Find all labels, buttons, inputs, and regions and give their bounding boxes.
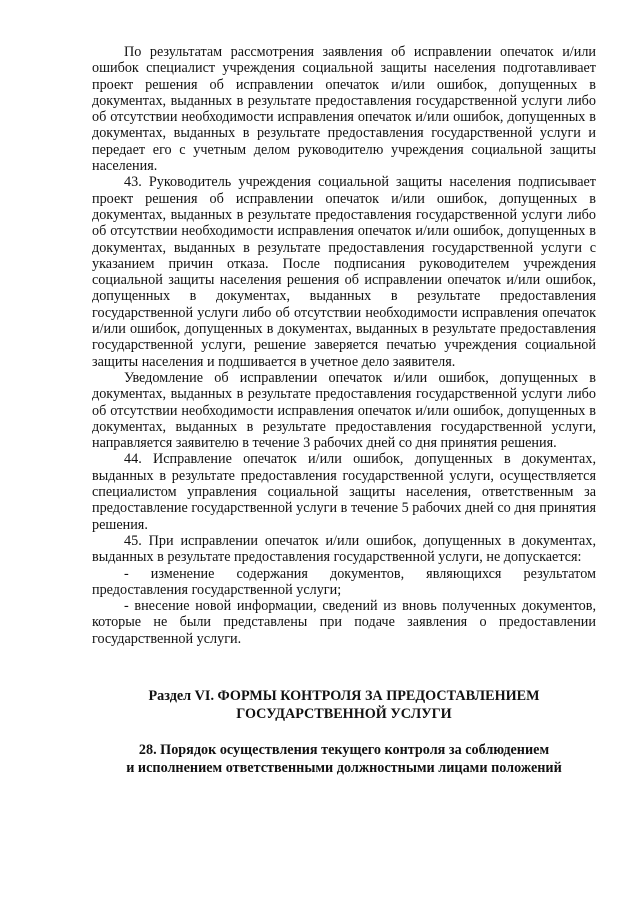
- paragraph-45: 45. При исправлении опечаток и/или ошибок, допущенных в документах, выданных в результате предоставления государственной услуги, не допускается:: [92, 532, 596, 566]
- document-page: [92, 44, 596, 777]
- section-heading-line: ГОСУДАРСТВЕННОЙ УСЛУГИ: [236, 705, 452, 722]
- subsection-heading: [92, 741, 596, 777]
- paragraph-notification: Уведомление об исправлении опечаток и/или ошибок, допущенных в документах, выданных в результате предоставления государственной услуги либо об отсутствии необходимости исправления опечаток и/или ошибок, допущенных в документах, выданных в результате предоставления государственной услуги, направляется заявителю в течение 3 рабочих дней со дня принятия решения.: [92, 369, 596, 452]
- section-heading-line: Раздел VI. ФОРМЫ КОНТРОЛЯ ЗА ПРЕДОСТАВЛЕНИЕМ: [148, 687, 540, 704]
- paragraph-review-result: По результатам рассмотрения заявления об исправлении опечаток и/или ошибок специалист учреждения социальной защиты населения подготавливает проект решения об исправлении опечаток и/или ошибок, допущенных в документах, выданных в результате предоставления государственной услуги либо об отсутствии необходимости исправления опечаток и/или ошибок, допущенных в документах, выданных в результате предоставления государственной услуги и передает его с учетным делом руководителю учреждения социальной защиты населения.: [92, 44, 596, 175]
- subsection-heading-line: и исполнением ответственными должностными лицами положений: [126, 759, 562, 776]
- list-item: - изменение содержания документов, являющихся результатом предоставления государственной услуги;: [92, 565, 596, 598]
- paragraph-43: 43. Руководитель учреждения социальной защиты населения подписывает проект решения об исправлении опечаток и/или ошибок, допущенных в документах, выданных в результате предоставления государственной услуги либо об отсутствии необходимости исправления опечаток и/или ошибок, допущенных в документах, выданных в результате предоставления государственной услуги с указанием причин отказа. После подписания руководителем учреждения социальной защиты населения решения об исправлении опечаток и/или ошибок, допущенных в документах, выданных в результате предоставления государственной услуги либо об отсутствии необходимости исправления опечаток и/или ошибок, допущенных в документах, выданных в результате предоставления государственной услуги, решение заверяется печатью учреждения социальной защиты населения и подшивается в учетное дело заявителя.: [92, 174, 596, 370]
- paragraph-44: 44. Исправление опечаток и/или ошибок, допущенных в документах, выданных в результате предоставления государственной услуги, осуществляется специалистом управления социальной защиты населения, ответственным за предоставление государственной услуги в течение 5 рабочих дней со дня принятия решения.: [92, 451, 596, 533]
- subsection-heading-line: 28. Порядок осуществления текущего контроля за соблюдением: [138, 741, 550, 758]
- section-heading: [92, 687, 596, 723]
- list-item: - внесение новой информации, сведений из вновь полученных документов, которые не были представлены при подаче заявления о предоставлении государственной услуги.: [92, 598, 596, 647]
